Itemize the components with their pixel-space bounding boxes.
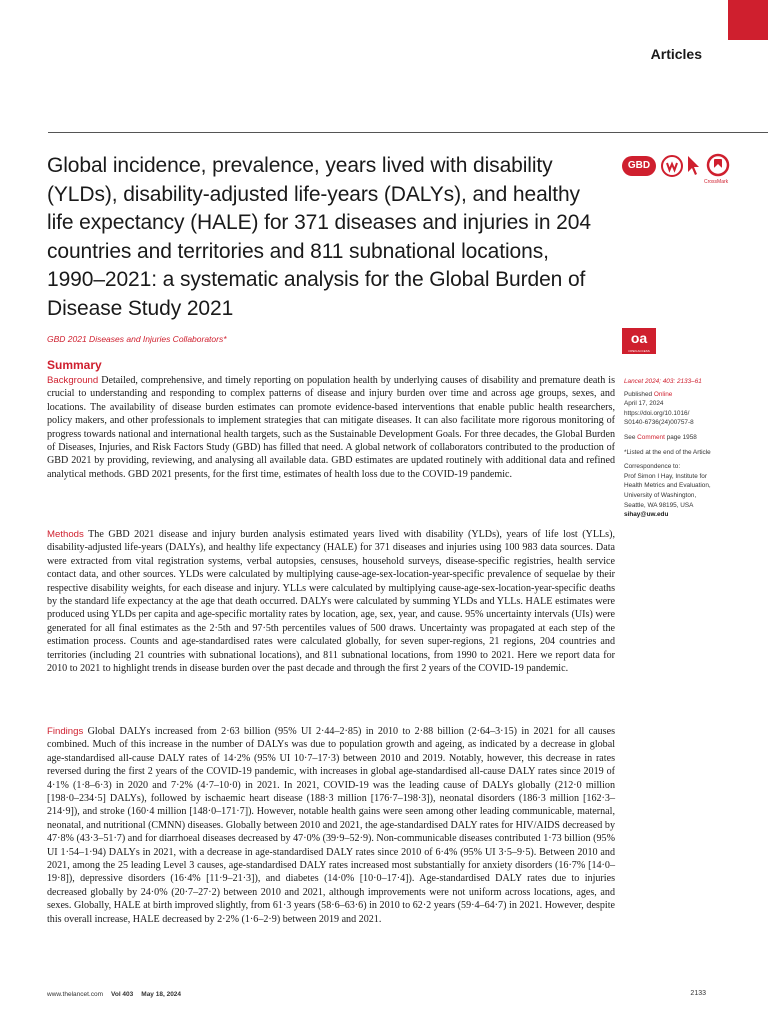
- footer-date: May 18, 2024: [141, 991, 182, 998]
- correspondence-email[interactable]: sihay@uw.edu: [624, 511, 669, 519]
- correspondence-line-4: University of Washington,: [624, 491, 697, 499]
- article-title: Global incidence, prevalence, years lived with disability (YLDs), disability-adjusted life-years (DALYs), and healthy life expectancy (HALE) for 371 diseases and injuries in 204 countries and territories and 811 subnational locations, 1990–2021: a systematic analysis for the Global Burden of Disease Study 2021: [47, 154, 591, 320]
- footer-volume: Vol 403: [111, 991, 134, 998]
- summary-heading: Summary: [47, 358, 102, 372]
- altmetric-icon[interactable]: [660, 154, 684, 178]
- oa-label: oa: [630, 330, 648, 346]
- listed-note: *Listed at the end of the Article: [624, 448, 711, 456]
- published-prefix: Published: [624, 390, 654, 398]
- published-line: [624, 390, 744, 400]
- background-lead: Background: [47, 375, 99, 386]
- crossmark-label: CrossMark: [704, 179, 729, 185]
- article-sidebar: [624, 377, 744, 520]
- corner-accent-bar: [728, 0, 768, 40]
- correspondence: [624, 462, 744, 520]
- background-text: Detailed, comprehensive, and timely reporting on population health by underlying causes of disability and premature death is crucial to understanding and responding to complex patterns of disease and injury burden over time and across age groups, sexes, and locations. The availability of disease burden estimates can promote evidence-based interventions that enable public health researchers, policy makers, and other professionals to implement strategies that can mitigate diseases. It can also facilitate more rigorous monitoring of progress towards national and international health targets, such as the Sustainable Development Goals. For three decades, the Global Burden of Diseases, Injuries, and Risk Factors Study (GBD) has filled that need. A global network of collaborators contributed to the production of GBD 2021 by providing, reviewing, and analysing all available data. GBD estimates are updated routinely with additional data and refined analytical methods. GBD 2021 presents, for the first time, estimates of health loss due to the COVID-19 pandemic.: [47, 375, 615, 480]
- cursor-icon: [685, 154, 701, 178]
- badge-group: [622, 152, 732, 192]
- section-label: Articles: [650, 46, 702, 62]
- header-rule: [48, 132, 768, 133]
- findings-lead: Findings: [47, 726, 84, 737]
- doi-link-line-1[interactable]: https://doi.org/10.1016/: [624, 409, 690, 417]
- background-paragraph: [47, 374, 615, 481]
- published-date: April 17, 2024: [624, 400, 664, 408]
- findings-paragraph: [47, 725, 615, 926]
- publication-info: [624, 390, 744, 428]
- see-prefix: See: [624, 433, 638, 441]
- methods-text: The GBD 2021 disease and injury burden analysis estimated years lived with disability (YLDs), years of life lost (YLLs), disability-adjusted life-years (DALYs), and healthy life expectancy (HALE) for 371 diseases and injuries using 100 983 data sources. Data were extracted from vital registration systems, verbal autopsies, censuses, household surveys, disease-specific registries, health service contact data, and other sources. YLDs were calculated by multiplying cause-age-sex-location-year-specific prevalence of sequelae by their respective disability weights, for each disease and injury. YLLs were calculated by multiplying cause-age-sex-location-year-specific deaths by the standard life expectancy at the age that death occurred. DALYs were calculated by summing YLDs and YLLs. HALE estimates were produced using YLDs per capita and age-specific mortality rates by location, age, sex, year, and cause. 95% uncertainty intervals (UIs) were generated for all final estimates as the 2·5th and 97·5th percentiles values of 500 draws. Uncertainty was propagated at each step of the estimation process. Counts and age-standardised rates were calculated globally, for seven super-regions, 21 regions, 204 countries and territories (including 21 countries with subnational locations), and 811 subnational locations, from 1990 to 2021. Here we report data for 2010 to 2021 to highlight trends in disease burden over the past decade and through the first 2 years of the COVID-19 pandemic.: [47, 529, 615, 675]
- correspondence-line-2: Prof Simon I Hay, Institute for: [624, 472, 707, 480]
- correspondence-line-3: Health Metrics and Evaluation,: [624, 482, 711, 490]
- author-group[interactable]: GBD 2021 Diseases and Injuries Collaborators*: [47, 334, 227, 344]
- see-suffix: page 1958: [664, 433, 697, 441]
- doi-link-line-2[interactable]: S0140-6736(24)00757-8: [624, 419, 694, 427]
- footer-citation: [47, 991, 181, 998]
- gbd-badge[interactable]: GBD: [622, 156, 656, 176]
- page-number: 2133: [690, 990, 706, 997]
- see-comment: [624, 433, 744, 443]
- citation: Lancet 2024; 403: 2133–61: [624, 378, 702, 385]
- methods-paragraph: [47, 528, 615, 675]
- open-access-badge: [622, 328, 656, 354]
- comment-link[interactable]: Comment: [637, 433, 665, 441]
- published-online-link[interactable]: Online: [653, 390, 673, 398]
- findings-text: Global DALYs increased from 2·63 billion (95% UI 2·44–2·85) in 2010 to 2·88 billion (2·64–3·15) in 2021 for all causes combined. Much of this increase in the number of DALYs was due to population growth and ageing, as indicated by a decrease in global age-standardised all-cause DALY rates of 14·2% (95% UI 10·7–17·3) between 2010 and 2019. Notably, however, this decrease in rates reversed during the first 2 years of the COVID-19 pandemic, with increases in global age-standardised all-cause DALY rates since 2019 of 4·1% (1·8–6·3) in 2020 and 7·2% (4·7–10·0) in 2021. In 2021, COVID-19 was the leading cause of DALYs globally (212·0 million [198·0–234·5] DALYs), followed by ischaemic heart disease (188·3 million [176·7–198·3]), neonatal disorders (186·3 million [162·3–214·9]), and stroke (160·4 million [148·0–171·7]). However, notable health gains were seen among other leading communicable, maternal, neonatal, and nutritional (CMNN) diseases. Globally between 2010 and 2021, the age-standardised DALY rates for HIV/AIDS decreased by 47·8% (43·3–51·7) and for diarrhoeal diseases decreased by 47·0% (39·9–52·9). Non-communicable diseases contributed 1·73 billion (95% UI 1·54–1·94) DALYs in 2021, with a decrease in age-standardised DALY rates since 2010 of 6·4% (95% UI 3·5–9·5). Between 2010 and 2021, among the 25 leading Level 3 causes, age-standardised DALY rates increased most substantially for anxiety disorders (16·7% [14·0–19·8]), depressive disorders (16·4% [11·9–21·3]), and diabetes (14·0% [10·0–17·4]). Age-standardised DALY rates due to injuries decreased globally by 24·0% (20·7–27·2) between 2010 and 2021, although improvements were not uniform across locations, ages, and sexes. Globally, HALE at birth improved slightly, from 61·3 years (58·6–63·6) in 2010 to 62·2 years (59·4–64·7) in 2021. However, despite this overall increase, HALE decreased by 2·2% (1·6–2·9) between 2019 and 2021.: [47, 726, 615, 925]
- crossmark-icon[interactable]: [706, 153, 730, 179]
- correspondence-line-1: Correspondence to:: [624, 463, 681, 471]
- footer-site[interactable]: www.thelancet.com: [47, 991, 103, 998]
- oa-sub-label: OPEN ACCESS: [628, 349, 650, 353]
- correspondence-line-5: Seattle, WA 98195, USA: [624, 501, 694, 509]
- methods-lead: Methods: [47, 529, 84, 540]
